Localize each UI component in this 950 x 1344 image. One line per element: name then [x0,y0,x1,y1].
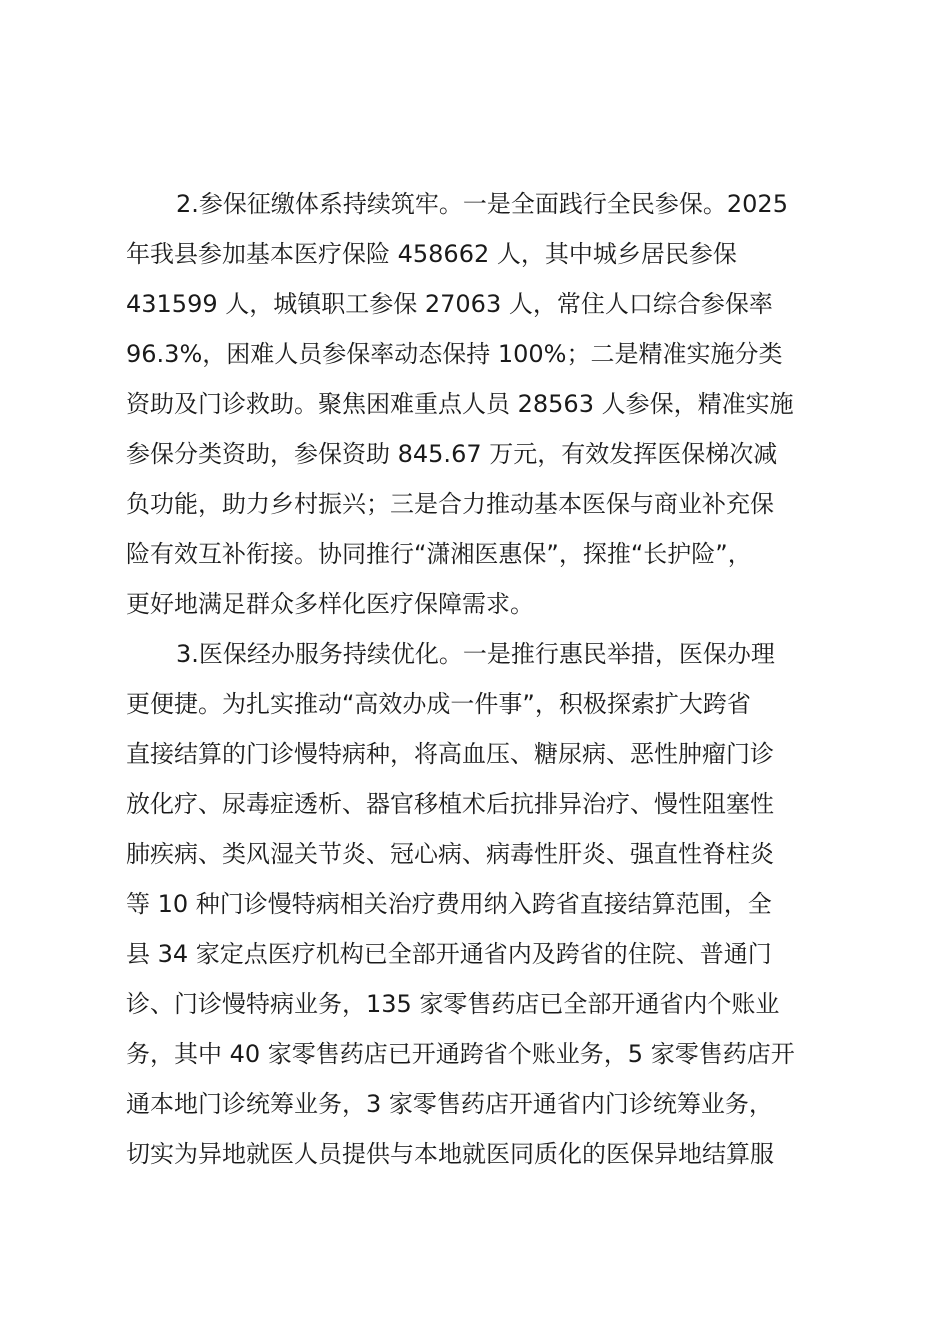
paragraph-line: 更便捷。为扎实推动“高效办成一件事”，积极探索扩大跨省 [126,690,751,718]
paragraph-line: 放化疗、尿毒症透析、器官移植术后抗排异治疗、慢性阻塞性 [126,790,774,818]
paragraph-section-3 [126,629,846,1179]
paragraph-line: 诊、门诊慢特病业务，135 家零售药店已全部开通省内个账业 [126,990,780,1018]
paragraph-line: 3.医保经办服务持续优化。一是推行惠民举措，医保办理 [176,640,775,668]
paragraph-line: 通本地门诊统筹业务，3 家零售药店开通省内门诊统筹业务， [126,1090,773,1118]
paragraph-section-2 [126,179,846,629]
paragraph-line: 年我县参加基本医疗保险 458662 人，其中城乡居民参保 [126,240,737,268]
paragraph-line: 等 10 种门诊慢特病相关治疗费用纳入跨省直接结算范围，全 [126,890,772,918]
paragraph-line: 更好地满足群众多样化医疗保障需求。 [126,590,534,618]
paragraph-line: 负功能，助力乡村振兴；三是合力推动基本医保与商业补充保 [126,490,774,518]
paragraph-line: 险有效互补衔接。协同推行“潇湘医惠保”，探推“长护险”， [126,540,752,568]
paragraph-line: 务，其中 40 家零售药店已开通跨省个账业务，5 家零售药店开 [126,1040,795,1068]
paragraph-line: 直接结算的门诊慢特病种，将高血压、糖尿病、恶性肿瘤门诊 [126,740,774,768]
paragraph-line: 431599 人，城镇职工参保 27063 人，常住人口综合参保率 [126,290,773,318]
paragraph-line: 96.3%，困难人员参保率动态保持 100%；二是精准实施分类 [126,340,783,368]
paragraph-line: 参保分类资助，参保资助 845.67 万元，有效发挥医保梯次减 [126,440,778,468]
paragraph-line: 资助及门诊救助。聚焦困难重点人员 28563 人参保，精准实施 [126,390,794,418]
paragraph-line: 2.参保征缴体系持续筑牢。一是全面践行全民参保。2025 [176,190,788,218]
paragraph-line: 县 34 家定点医疗机构已全部开通省内及跨省的住院、普通门 [126,940,772,968]
paragraph-line: 肺疾病、类风湿关节炎、冠心病、病毒性肝炎、强直性脊柱炎 [126,840,774,868]
paragraph-line: 切实为异地就医人员提供与本地就医同质化的医保异地结算服 [126,1140,774,1168]
